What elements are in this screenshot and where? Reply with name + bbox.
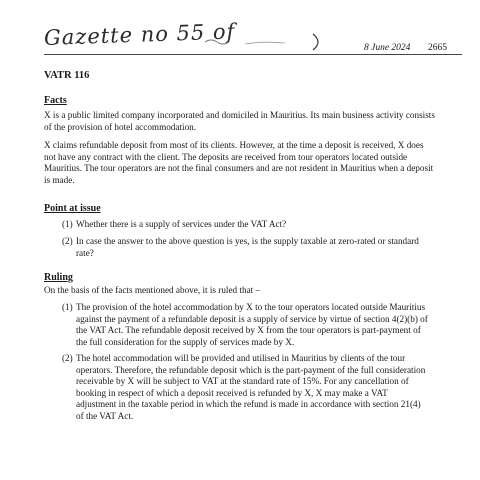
ruling-item-number: (2) (62, 353, 73, 363)
issue-item-text: Whether there is a supply of services under the VAT Act? (76, 219, 287, 229)
header-divider (44, 54, 462, 55)
issue-item-number: (2) (62, 236, 73, 246)
facts-paragraph: X claims refundable deposit from most of its clients. However, at the time a deposit is received, X does not have any contract with the client. The deposits are received from tour operators located outside Mauritius. The tour operators are not the final consumers and are not resident in Mauritius when a deposit is made. (44, 140, 434, 185)
ruling-intro: On the basis of the facts mentioned above, it is ruled that – (44, 285, 261, 295)
issue-item (62, 219, 430, 231)
ruling-item (62, 302, 430, 348)
gazette-date: 8 June 2024 (364, 43, 411, 53)
issue-item (62, 236, 430, 259)
page-number: 2665 (428, 43, 447, 53)
issue-item-number: (1) (62, 219, 73, 229)
ruling-item-number: (1) (62, 302, 73, 312)
ruling-item-text: The hotel accommodation will be provided and utilised in Mauritius by clients of the tour operators. Therefore, the refundable deposit which is the part-payment of the full consideration receivable by X will be subject to VAT at the standard rate of 15%. For any cancellation of booking in respect of which a deposit received is refunded by X, X may make a VAT adjustment in the taxable period in which the refund is made in accordance with section 21(4) of the VAT Act. (76, 353, 426, 421)
point-at-issue-heading: Point at issue (44, 203, 101, 214)
ruling-reference: VATR 116 (44, 70, 90, 81)
handwritten-note: Gazette no 55 of (43, 19, 236, 50)
facts-heading: Facts (44, 95, 67, 106)
ruling-heading: Ruling (44, 272, 73, 283)
issue-item-text: In case the answer to the above question is yes, is the supply taxable at zero-rated or standard rate? (76, 236, 419, 258)
handwritten-scrawl (185, 30, 335, 52)
ruling-item (62, 353, 430, 423)
facts-paragraph: X is a public limited company incorporated and domiciled in Mauritius. Its main business activity consists of the provision of hotel accommodation. (44, 110, 435, 132)
ruling-item-text: The provision of the hotel accommodation by X to the tour operators located outside Mauritius against the payment of a refundable deposit is a supply of service by virtue of section 4(2)(b) of the VAT Act. The refundable deposit received by X from the tour operators is part-payment of the full consideration for the supply of services made by X. (76, 302, 428, 347)
